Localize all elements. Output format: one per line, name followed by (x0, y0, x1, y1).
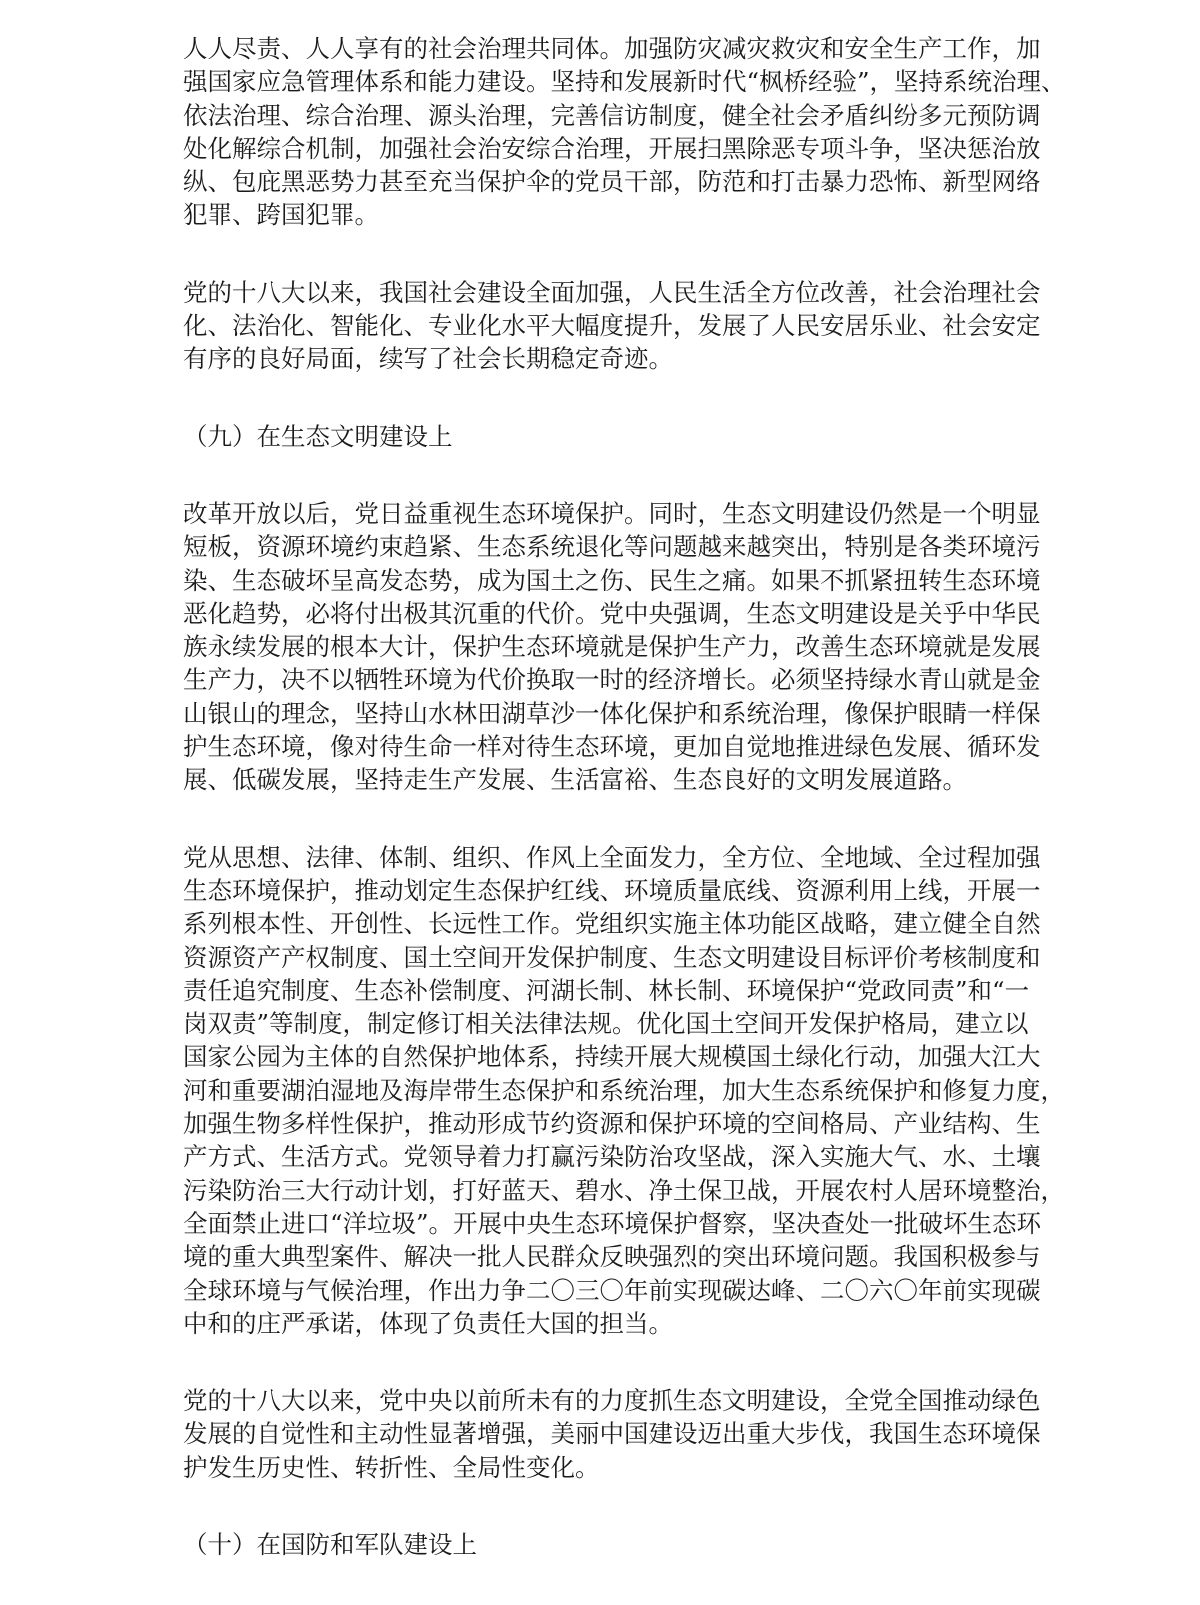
text-line: 护生态环境，像对待生命一样对待生态环境，更加自觉地推进绿色发展、循环发 (183, 732, 1041, 762)
text-line: 国家公园为主体的自然保护地体系，持续开展大规模国土绿化行动，加强大江大 (183, 1042, 1041, 1072)
text-line: 岗双责”等制度，制定修订相关法律法规。优化国土空间开发保护格局，建立以 (183, 1009, 1029, 1039)
text-line: 党的十八大以来，党中央以前所未有的力度抓生态文明建设，全党全国推动绿色 (183, 1386, 1041, 1416)
text-line: 护发生历史性、转折性、全局性变化。 (183, 1452, 600, 1482)
text-line: 河和重要湖泊湿地及海岸带生态保护和系统治理，加大生态系统保护和修复力度， (183, 1075, 1065, 1105)
text-line: 处化解综合机制，加强社会治安综合治理，开展扫黑除恶专项斗争，坚决惩治放 (183, 133, 1041, 163)
text-line: 生态环境保护，推动划定生态保护红线、环境质量底线、资源利用上线，开展一 (183, 875, 1041, 905)
text-line: （十）在国防和军队建设上 (183, 1529, 477, 1559)
section-heading (183, 420, 1023, 453)
text-line: 改革开放以后，党日益重视生态环境保护。同时，生态文明建设仍然是一个明显 (183, 498, 1041, 528)
text-line: 恶化趋势，必将付出极其沉重的代价。党中央强调，生态文明建设是关乎中华民 (183, 598, 1041, 628)
text-line: 资源资产产权制度、国土空间开发保护制度、生态文明建设目标评价考核制度和 (183, 942, 1041, 972)
text-line: 党的十八大以来，我国社会建设全面加强，人民生活全方位改善，社会治理社会 (183, 277, 1041, 307)
text-line: 系列根本性、开创性、长远性工作。党组织实施主体功能区战略，建立健全自然 (183, 909, 1041, 939)
text-line: 中和的庄严承诺，体现了负责任大国的担当。 (183, 1308, 673, 1338)
text-line: 强国家应急管理体系和能力建设。坚持和发展新时代“枫桥经验”，坚持系统治理、 (183, 67, 1066, 97)
text-line: 党从思想、法律、体制、组织、作风上全面发力，全方位、全地域、全过程加强 (183, 842, 1041, 872)
text-line: （九）在生态文明建设上 (183, 421, 453, 451)
text-line: 依法治理、综合治理、源头治理，完善信访制度，健全社会矛盾纠纷多元预防调 (183, 100, 1041, 130)
text-line: 短板，资源环境约束趋紧、生态系统退化等问题越来越突出，特别是各类环境污 (183, 532, 1041, 562)
body-paragraph (183, 1384, 1041, 1484)
text-line: 发展的自觉性和主动性显著增强，美丽中国建设迈出重大步伐，我国生态环境保 (183, 1419, 1041, 1449)
text-line: 犯罪、跨国犯罪。 (183, 200, 379, 230)
text-line: 污染防治三大行动计划，打好蓝天、碧水、净土保卫战，开展农村人居环境整治， (183, 1175, 1065, 1205)
body-paragraph (183, 841, 1065, 1340)
text-line: 全面禁止进口“洋垃圾”。开展中央生态环境保护督察，坚决查处一批破坏生态环 (183, 1208, 1042, 1238)
text-line: 染、生态破坏呈高发态势，成为国土之伤、民生之痛。如果不抓紧扭转生态环境 (183, 565, 1041, 595)
text-line: 化、法治化、智能化、专业化水平大幅度提升，发展了人民安居乐业、社会安定 (183, 311, 1041, 341)
text-line: 纵、包庇黑恶势力甚至充当保护伞的党员干部，防范和打击暴力恐怖、新型网络 (183, 167, 1041, 197)
text-line: 山银山的理念，坚持山水林田湖草沙一体化保护和系统治理，像保护眼睛一样保 (183, 698, 1041, 728)
text-line: 产方式、生活方式。党领导着力打赢污染防治攻坚战，深入实施大气、水、土壤 (183, 1142, 1041, 1172)
text-line: 族永续发展的根本大计，保护生态环境就是保护生产力，改善生态环境就是发展 (183, 632, 1041, 662)
section-heading (183, 1528, 1023, 1561)
body-paragraph (183, 276, 1041, 376)
text-line: 加强生物多样性保护，推动形成节约资源和保护环境的空间格局、产业结构、生 (183, 1109, 1041, 1139)
body-paragraph (183, 32, 1066, 232)
body-paragraph (183, 497, 1041, 797)
text-line: 责任追究制度、生态补偿制度、河湖长制、林长制、环境保护“党政同责”和“一 (183, 975, 1030, 1005)
text-line: 有序的良好局面，续写了社会长期稳定奇迹。 (183, 344, 673, 374)
text-line: 境的重大典型案件、解决一批人民群众反映强烈的突出环境问题。我国积极参与 (183, 1242, 1041, 1272)
text-line: 展、低碳发展，坚持走生产发展、生活富裕、生态良好的文明发展道路。 (183, 765, 967, 795)
text-line: 生产力，决不以牺牲环境为代价换取一时的经济增长。必须坚持绿水青山就是金 (183, 665, 1041, 695)
text-line: 全球环境与气候治理，作出力争二〇三〇年前实现碳达峰、二〇六〇年前实现碳 (183, 1275, 1041, 1305)
document-body (183, 32, 1066, 1605)
text-line: 人人尽责、人人享有的社会治理共同体。加强防灾减灾救灾和安全生产工作，加 (183, 34, 1041, 63)
